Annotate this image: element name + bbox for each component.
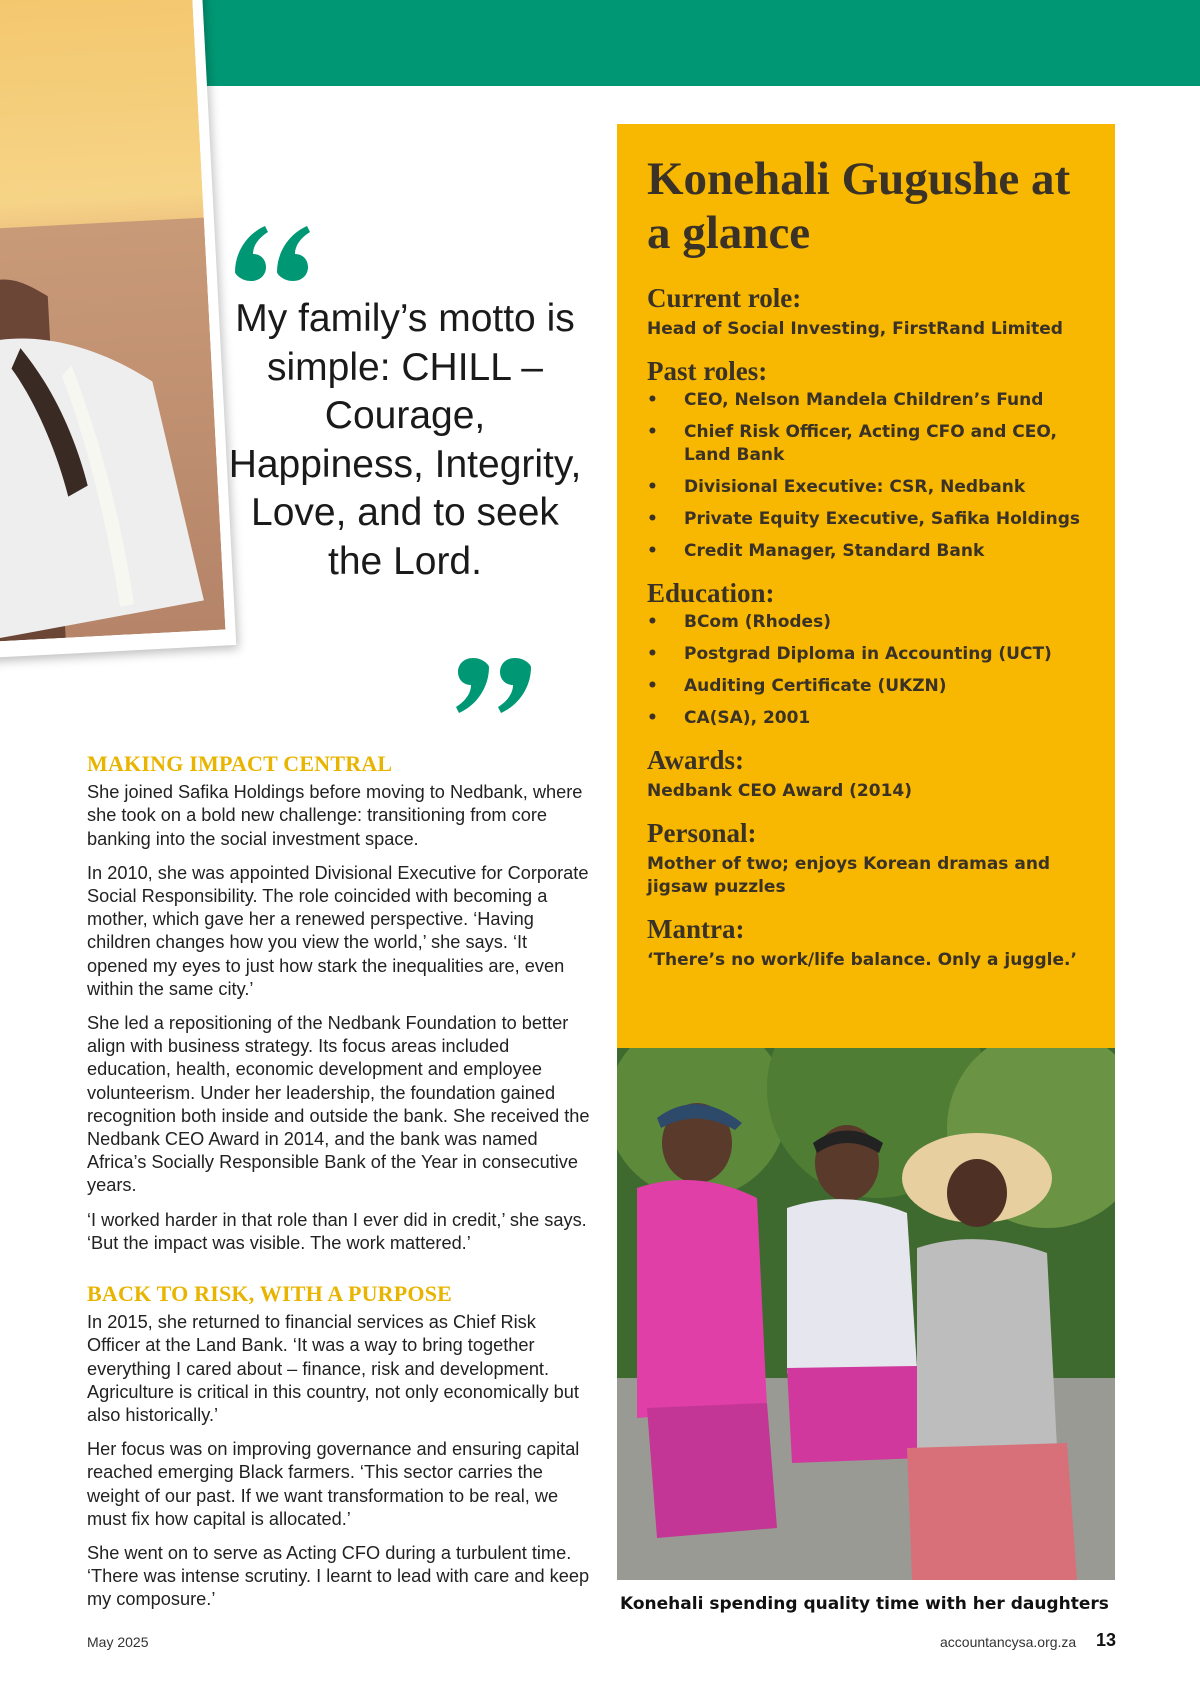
- sidebar-text: Mother of two; enjoys Korean dramas and jigsaw puzzles: [647, 854, 1051, 897]
- past-roles-list: [647, 389, 1087, 563]
- sidebar-text: ‘There’s no work/life balance. Only a juggle.’: [647, 950, 1077, 970]
- at-a-glance-sidebar: [617, 124, 1115, 1048]
- sidebar-heading: Awards:: [647, 745, 744, 775]
- list-item: • Divisional Executive: CSR, Nedbank: [647, 476, 1087, 499]
- paragraph: In 2010, she was appointed Divisional Executive for Corporate Social Responsibility. The role coincided with becoming a mother, which gave her a renewed perspective. ‘Having children changes how you view the world,’ she says. ‘It opened my eyes to just how stark the inequalities are, even within the same city.’: [87, 862, 589, 999]
- close-quote-icon: [448, 645, 538, 725]
- photo-caption: Konehali spending quality time with her daughters: [620, 1594, 1109, 1614]
- education-list: [647, 611, 1087, 730]
- sidebar-text: Head of Social Investing, FirstRand Limited: [647, 319, 1063, 339]
- list-item: • CEO, Nelson Mandela Children’s Fund: [647, 389, 1087, 412]
- sidebar-title: Konehali Gugushe at a glance: [647, 153, 1071, 259]
- mantra-section: [647, 913, 1087, 972]
- article-section-1: [87, 752, 592, 1266]
- personal-section: [647, 817, 1087, 899]
- paragraph: She went on to serve as Acting CFO during a turbulent time. ‘There was intense scrutiny. I learnt to lead with care and keep my composure.’: [87, 1543, 590, 1610]
- list-item: • CA(SA), 2001: [647, 707, 1087, 730]
- family-photo: [617, 1048, 1115, 1580]
- list-item: • BCom (Rhodes): [647, 611, 1087, 634]
- list-item: • Chief Risk Officer, Acting CFO and CEO, Land Bank: [647, 421, 1087, 467]
- list-item: • Postgrad Diploma in Accounting (UCT): [647, 643, 1087, 666]
- section-heading: BACK TO RISK, WITH A PURPOSE: [87, 1281, 453, 1306]
- sidebar-heading: Mantra:: [647, 914, 745, 944]
- footer-date: May 2025: [87, 1634, 149, 1650]
- sidebar-heading: Education:: [647, 578, 775, 608]
- education-section: [647, 577, 1087, 730]
- pull-quote: My family’s motto is simple: CHILL – Courage, Happiness, Integrity, Love, and to seek the Lord.: [228, 297, 582, 583]
- paragraph: ‘I worked harder in that role than I ever did in credit,’ she says. ‘But the impact was visible. The work mattered.’: [87, 1209, 587, 1253]
- page-number: 13: [1096, 1630, 1117, 1650]
- sidebar-heading: Personal:: [647, 818, 757, 848]
- open-quote-icon: [225, 212, 315, 292]
- top-green-band: [170, 0, 1200, 86]
- list-item: • Private Equity Executive, Safika Holdings: [647, 508, 1087, 531]
- article-section-2: [87, 1282, 592, 1623]
- footer-url: accountancysa.org.za: [940, 1634, 1077, 1650]
- past-roles-section: [647, 355, 1087, 563]
- section-heading: MAKING IMPACT CENTRAL: [87, 751, 393, 776]
- sidebar-heading: Current role:: [647, 283, 802, 313]
- awards-section: [647, 744, 1087, 803]
- list-item: • Credit Manager, Standard Bank: [647, 540, 1087, 563]
- current-role-section: [647, 282, 1087, 341]
- sidebar-text: Nedbank CEO Award (2014): [647, 781, 913, 801]
- sidebar-heading: Past roles:: [647, 356, 768, 386]
- list-item: • Auditing Certificate (UKZN): [647, 675, 1087, 698]
- paragraph: She joined Safika Holdings before moving to Nedbank, where she took on a bold new challenge: transitioning from core banking into the social investment space.: [87, 782, 583, 849]
- portrait-photo: [0, 0, 236, 659]
- paragraph: Her focus was on improving governance and ensuring capital reached emerging Black farmers. ‘This sector carries the weight of our past. If we want transformation to be real, we must fix how capital is allocated.’: [87, 1439, 580, 1529]
- paragraph: She led a repositioning of the Nedbank Foundation to better align with business strategy. Its focus areas included education, health, economic development and employee volunteerism. Under her leadership, the foundation gained recognition both inside and outside the bank. She received the Nedbank CEO Award in 2014, and the bank was named Africa’s Socially Responsible Bank of the Year in consecutive years.: [87, 1013, 590, 1196]
- paragraph: In 2015, she returned to financial services as Chief Risk Officer at the Land Bank. ‘It was a way to bring together everything I cared about – finance, risk and development. Agriculture is critical in this country, not only economically but also historically.’: [87, 1312, 579, 1426]
